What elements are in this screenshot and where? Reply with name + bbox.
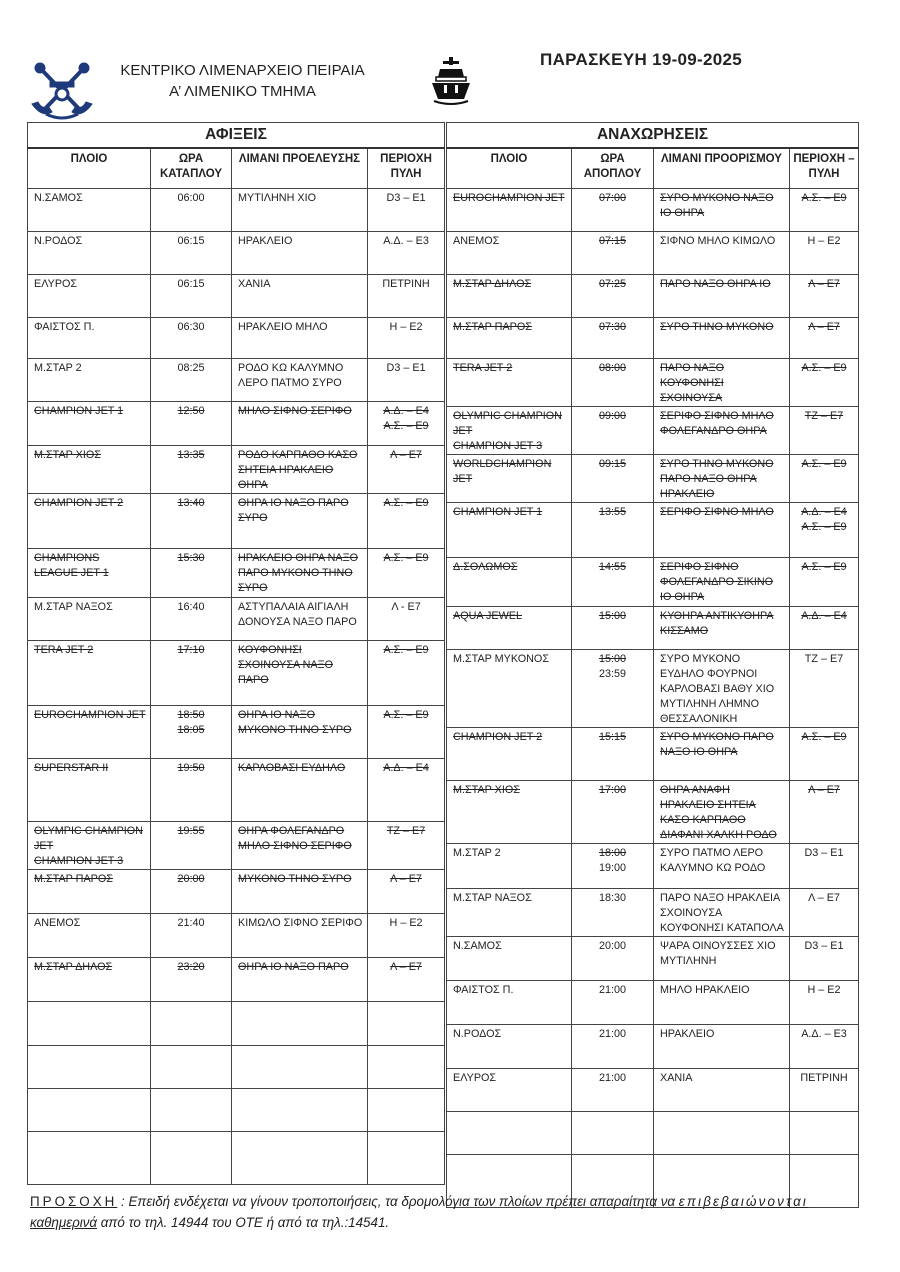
departure-cell-time: 14:55 [572,558,654,607]
schedule-tables [27,122,858,1177]
arrival-cell-gate: Λ - Ε7 [368,598,445,641]
arrival-cell-time: 15:30 [151,549,232,598]
departure-cell-ship: CHAMPION JET 2 [447,728,572,781]
arrival-cell-time: 16:40 [151,598,232,641]
departure-row [447,189,859,232]
departure-row [447,1069,859,1112]
departure-row [447,232,859,275]
arrival-cell-ship: CHAMPION JET 1 [28,402,151,446]
departure-cell-ship: Ν.ΣΑΜΟΣ [447,937,572,981]
departure-row [447,728,859,781]
cell-line: 23:59 [598,668,627,680]
arrival-row [28,870,445,914]
arrival-cell-port: ΡΟΔΟ ΚΑΡΠΑΘΟ ΚΑΣΟ ΣΗΤΕΙΑ ΗΡΑΚΛΕΙΟ ΘΗΡΑ [232,446,368,494]
office-line-2: Α’ ΛΙΜΕΝΙΚΟ ΤΜΗΜΑ [169,83,316,100]
arrivals-rows [28,189,445,1185]
arrival-cell-time: 06:15 [151,275,232,318]
departure-cell-gate: Η – Ε2 [790,232,859,275]
departure-cell-gate: Λ – Ε7 [790,275,859,318]
arrival-row [28,232,445,275]
departure-row [447,455,859,503]
arrival-cell-port: ΚΙΜΩΛΟ ΣΙΦΝΟ ΣΕΡΙΦΟ [232,914,368,958]
departure-cell-port: ΣΥΡΟ ΤΗΝΟ ΜΥΚΟΝΟ [654,318,790,359]
departures-col-ship: ΠΛΟΙΟ [447,148,572,189]
departure-cell-ship: Δ.ΣΟΛΩΜΟΣ [447,558,572,607]
departure-cell-time: 21:00 [572,1069,654,1112]
arrival-cell-gate [368,402,445,446]
departure-cell-port: ΘΗΡΑ ΑΝΑΦΗ ΗΡΑΚΛΕΙΟ ΣΗΤΕΙΑ ΚΑΣΟ ΚΑΡΠΑΘΟ ΔΙΑΦΑΝΙ ΧΑΛΚΗ ΡΟΔΟ [654,781,790,844]
arrival-row [28,275,445,318]
arrival-cell-ship: ΕΛΥΡΟΣ [28,275,151,318]
departure-cell-time [572,844,654,889]
departure-cell-ship: Μ.ΣΤΑΡ ΔΗΛΟΣ [447,275,572,318]
departure-cell-ship: Μ.ΣΤΑΡ 2 [447,844,572,889]
departure-cell-time: 18:30 [572,889,654,937]
arrival-cell-gate: Λ – Ε7 [368,870,445,914]
departure-cell-time: 08:00 [572,359,654,407]
arrival-cell-port: ΘΗΡΑ ΙΟ ΝΑΞΟ ΜΥΚΟΝΟ ΤΗΝΟ ΣΥΡΟ [232,706,368,759]
cell-line: Α.Σ. – Ε9 [383,420,429,432]
arrival-cell-port: ΘΗΡΑ ΙΟ ΝΑΞΟ ΠΑΡΟ [232,958,368,1002]
arrival-cell-port: ΜΗΛΟ ΣΙΦΝΟ ΣΕΡΙΦΟ [232,402,368,446]
departure-cell-gate: Α.Σ. – Ε9 [790,359,859,407]
departure-cell-gate: Α.Σ. – Ε9 [790,189,859,232]
coast-guard-anchor-emblem-icon [30,60,94,120]
departure-cell-time: 07:15 [572,232,654,275]
arrival-cell-ship [28,1132,151,1185]
departure-cell-gate [790,503,859,558]
cell-line: Α.Δ. – Ε4 [383,405,429,417]
arrival-cell-time: 13:35 [151,446,232,494]
arrival-cell-ship [28,1002,151,1046]
arrival-cell-ship: ΑΝΕΜΟΣ [28,914,151,958]
departure-cell-gate: Α.Σ. – Ε9 [790,558,859,607]
departure-cell-gate: D3 – E1 [790,937,859,981]
departure-cell-gate: Α.Σ. – Ε9 [790,728,859,781]
notice-text: : Επειδή ενδέχεται να γίνουν τροποποιήσεις, τα δρομολόγια των πλοίων πρέπει απαραίτητα να [117,1194,679,1209]
departure-cell-ship: Μ.ΣΤΑΡ ΠΑΡΟΣ [447,318,572,359]
departure-cell-ship [447,407,572,455]
departures-col-gate: ΠΕΡΙΟΧΗ – ΠΥΛΗ [790,148,859,189]
departure-cell-ship: ΕΛΥΡΟΣ [447,1069,572,1112]
arrival-cell-port: ΘΗΡΑ ΙΟ ΝΑΞΟ ΠΑΡΟ ΣΥΡΟ [232,494,368,549]
cell-line: CHAMPION JET 3 [34,855,124,867]
departure-cell-gate: Α.Δ. – Ε3 [790,1025,859,1069]
arrival-cell-ship: CHAMPIONS LEAGUE JET 1 [28,549,151,598]
departure-cell-port: ΣΕΡΙΦΟ ΣΙΦΝΟ ΦΟΛΕΓΑΝΔΡΟ ΣΙΚΙΝΟ ΙΟ ΘΗΡΑ [654,558,790,607]
departure-cell-gate [790,1112,859,1155]
arrivals-col-time: ΩΡΑ ΚΑΤΑΠΛΟΥ [151,148,232,189]
arrival-cell-ship: Ν.ΡΟΔΟΣ [28,232,151,275]
arrival-cell-port: ΗΡΑΚΛΕΙΟ [232,232,368,275]
departure-cell-port: ΣΥΡΟ ΜΥΚΟΝΟ ΕΥΔΗΛΟ ΦΟΥΡΝΟΙ ΚΑΡΛΟΒΑΣΙ ΒΑΘΥ ΧΙΟ ΜΥΤΙΛΗΝΗ ΛΗΜΝΟ ΘΕΣΣΑΛΟΝΙΚΗ [654,650,790,728]
arrival-cell-time: 19:50 [151,759,232,822]
departure-cell-gate: ΤΖ – Ε7 [790,650,859,728]
departures-rows [447,189,859,1208]
departure-cell-port: ΚΥΘΗΡΑ ΑΝΤΙΚΥΘΗΡΑ ΚΙΣΣΑΜΟ [654,607,790,650]
arrival-cell-gate: D3 – E1 [368,359,445,402]
departure-cell-gate: Η – Ε2 [790,981,859,1025]
cell-line: 15:00 [598,653,627,665]
departure-cell-gate: Α.Σ. – Ε9 [790,455,859,503]
arrival-row [28,359,445,402]
departures-col-time: ΩΡΑ ΑΠΟΠΛΟΥ [572,148,654,189]
arrival-cell-time: 08:25 [151,359,232,402]
arrival-cell-gate [368,1132,445,1185]
arrival-cell-time [151,1132,232,1185]
arrival-row [28,641,445,706]
arrival-row [28,914,445,958]
arrival-cell-gate: Α.Δ. – Ε3 [368,232,445,275]
departure-row [447,844,859,889]
arrival-cell-port [232,1046,368,1089]
departure-cell-ship: AQUA JEWEL [447,607,572,650]
cell-line: Α.Σ. – Ε9 [801,521,847,533]
departure-cell-time: 09:00 [572,407,654,455]
departures-table [446,122,859,1208]
cell-line: 18:00 [598,847,627,859]
departure-cell-port: ΨΑΡΑ ΟΙΝΟΥΣΣΕΣ ΧΙΟ ΜΥΤΙΛΗΝΗ [654,937,790,981]
departure-cell-port: ΧΑΝΙΑ [654,1069,790,1112]
departure-row [447,1112,859,1155]
departure-row [447,981,859,1025]
notice-emphasis: επιβεβαιώνονται [678,1194,809,1209]
arrival-cell-port: ΑΣΤΥΠΑΛΑΙΑ ΑΙΓΙΑΛΗ ΔΟΝΟΥΣΑ ΝΑΞΟ ΠΑΡΟ [232,598,368,641]
departure-row [447,275,859,318]
cell-line: CHAMPION JET 3 [453,440,543,452]
departure-cell-ship [447,1112,572,1155]
departure-cell-port: ΣΥΡΟ ΜΥΚΟΝΟ ΝΑΞΟ ΙΟ ΘΗΡΑ [654,189,790,232]
departure-cell-ship: Μ.ΣΤΑΡ ΝΑΞΟΣ [447,889,572,937]
departure-cell-port: ΗΡΑΚΛΕΙΟ [654,1025,790,1069]
departure-cell-port: ΣΥΡΟ ΠΑΤΜΟ ΛΕΡΟ ΚΑΛΥΜΝΟ ΚΩ ΡΟΔΟ [654,844,790,889]
departure-row [447,937,859,981]
arrival-cell-ship: SUPERSTAR II [28,759,151,822]
arrival-cell-gate: Λ – Ε7 [368,446,445,494]
departure-cell-gate: D3 – E1 [790,844,859,889]
departure-cell-port: ΣΕΡΙΦΟ ΣΙΦΝΟ ΜΗΛΟ ΦΟΛΕΓΑΝΔΡΟ ΘΗΡΑ [654,407,790,455]
arrival-row [28,822,445,870]
cell-line: OLYMPIC CHAMPION JET [34,825,143,852]
departure-row [447,607,859,650]
departure-cell-port: ΣΥΡΟ ΤΗΝΟ ΜΥΚΟΝΟ ΠΑΡΟ ΝΑΞΟ ΘΗΡΑ ΗΡΑΚΛΕΙΟ [654,455,790,503]
arrival-cell-gate: ΠΕΤΡΙΝΗ [368,275,445,318]
arrival-cell-port: ΗΡΑΚΛΕΙΟ ΜΗΛΟ [232,318,368,359]
arrival-cell-port: ΚΟΥΦΟΝΗΣΙ ΣΧΟΙΝΟΥΣΑ ΝΑΞΟ ΠΑΡΟ [232,641,368,706]
arrival-cell-gate [368,1089,445,1132]
arrival-cell-port [232,1002,368,1046]
departure-row [447,407,859,455]
arrival-cell-gate: Α.Σ. – Ε9 [368,706,445,759]
arrival-row [28,549,445,598]
departure-cell-time [572,1112,654,1155]
arrival-cell-gate: Λ – Ε7 [368,958,445,1002]
notice-daily: καθημερινά [30,1215,98,1230]
departure-cell-time: 07:30 [572,318,654,359]
cell-line: OLYMPIC CHAMPION JET [453,410,562,437]
arrival-row [28,759,445,822]
notice [30,1191,875,1233]
departure-cell-port: ΠΑΡΟ ΝΑΞΟ ΚΟΥΦΟΝΗΣΙ ΣΧΟΙΝΟΥΣΑ [654,359,790,407]
notice-prefix: ΠΡΟΣΟΧΗ [30,1194,118,1209]
arrival-cell-time: 06:00 [151,189,232,232]
departure-cell-time: 07:25 [572,275,654,318]
departure-cell-port [654,1112,790,1155]
departure-cell-time: 07:00 [572,189,654,232]
departure-cell-time [572,650,654,728]
arrival-row [28,1046,445,1089]
departures-title: ΑΝΑΧΩΡΗΣΕΙΣ [447,123,859,148]
departure-cell-ship: ΑΝΕΜΟΣ [447,232,572,275]
arrival-cell-port: ΜΥΤΙΛΗΝΗ ΧΙΟ [232,189,368,232]
arrival-cell-ship: Μ.ΣΤΑΡ ΠΑΡΟΣ [28,870,151,914]
departure-cell-time: 15:00 [572,607,654,650]
arrival-cell-gate: Α.Σ. – Ε9 [368,549,445,598]
arrival-cell-port: ΡΟΔΟ ΚΩ ΚΑΛΥΜΝΟ ΛΕΡΟ ΠΑΤΜΟ ΣΥΡΟ [232,359,368,402]
arrival-row [28,189,445,232]
cell-line: 18:05 [177,724,205,736]
cell-line: Α.Δ. – Ε4 [801,506,847,518]
arrivals-title: ΑΦΙΞΕΙΣ [28,123,445,148]
departure-row [447,1025,859,1069]
departure-cell-ship: Μ.ΣΤΑΡ ΜΥΚΟΝΟΣ [447,650,572,728]
departure-cell-ship: WORLDCHAMPION JET [447,455,572,503]
departure-row [447,889,859,937]
departure-cell-port: ΜΗΛΟ ΗΡΑΚΛΕΙΟ [654,981,790,1025]
arrival-cell-ship: Μ.ΣΤΑΡ 2 [28,359,151,402]
arrival-row [28,1002,445,1046]
arrival-row [28,706,445,759]
arrival-cell-time: 12:50 [151,402,232,446]
arrival-cell-port [232,1132,368,1185]
arrival-cell-time: 23:20 [151,958,232,1002]
departure-cell-port: ΠΑΡΟ ΝΑΞΟ ΗΡΑΚΛΕΙΑ ΣΧΟΙΝΟΥΣΑ ΚΟΥΦΟΝΗΣΙ ΚΑΤΑΠΟΛΑ [654,889,790,937]
departure-cell-time: 09:15 [572,455,654,503]
arrival-cell-port: ΧΑΝΙΑ [232,275,368,318]
departure-cell-ship: Ν.ΡΟΔΟΣ [447,1025,572,1069]
arrival-cell-port: ΜΥΚΟΝΟ ΤΗΝΟ ΣΥΡΟ [232,870,368,914]
arrival-cell-time [151,1089,232,1132]
arrivals-col-gate: ΠΕΡΙΟΧΗ ΠΥΛΗ [368,148,445,189]
departure-cell-gate: Λ – Ε7 [790,318,859,359]
arrivals-col-port: ΛΙΜΑΝΙ ΠΡΟΕΛΕΥΣΗΣ [232,148,368,189]
arrival-cell-gate: Α.Σ. – Ε9 [368,641,445,706]
arrival-cell-gate: Α.Δ. – Ε4 [368,759,445,822]
arrival-cell-time: 06:15 [151,232,232,275]
departures-col-port: ΛΙΜΑΝΙ ΠΡΟΟΡΙΣΜΟΥ [654,148,790,189]
arrival-cell-time: 13:40 [151,494,232,549]
arrival-cell-port: ΘΗΡΑ ΦΟΛΕΓΑΝΔΡΟ ΜΗΛΟ ΣΙΦΝΟ ΣΕΡΙΦΟ [232,822,368,870]
departure-cell-ship: ΦΑΙΣΤΟΣ Π. [447,981,572,1025]
arrival-cell-time [151,1046,232,1089]
arrival-cell-time: 20:00 [151,870,232,914]
departure-row [447,503,859,558]
arrivals-table [27,122,445,1185]
arrival-row [28,494,445,549]
arrival-cell-port: ΗΡΑΚΛΕΙΟ ΘΗΡΑ ΝΑΞΟ ΠΑΡΟ ΜΥΚΟΝΟ ΤΗΝΟ ΣΥΡΟ [232,549,368,598]
arrival-cell-time: 17:10 [151,641,232,706]
office-line-1: ΚΕΝΤΡΙΚΟ ΛΙΜΕΝΑΡΧΕΙΟ ΠΕΙΡΑΙΑ [120,62,365,79]
arrival-cell-ship: Μ.ΣΤΑΡ ΝΑΞΟΣ [28,598,151,641]
departure-cell-time: 13:55 [572,503,654,558]
departure-cell-time: 17:00 [572,781,654,844]
notice-suffix: από το τηλ. 14944 του ΟΤΕ ή από τα τηλ.:14541. [97,1215,390,1230]
arrival-row [28,446,445,494]
arrival-row [28,958,445,1002]
arrival-row [28,1132,445,1185]
arrival-cell-gate: Α.Σ. – Ε9 [368,494,445,549]
departure-cell-port: ΣΙΦΝΟ ΜΗΛΟ ΚΙΜΩΛΟ [654,232,790,275]
arrival-cell-gate: D3 – E1 [368,189,445,232]
arrival-cell-gate: Η – Ε2 [368,318,445,359]
cell-line: 19:00 [598,862,627,874]
departure-cell-gate: Λ – Ε7 [790,781,859,844]
arrival-cell-ship: CHAMPION JET 2 [28,494,151,549]
port-authority-office [100,60,385,102]
arrival-cell-ship: Ν.ΣΑΜΟΣ [28,189,151,232]
departure-cell-port: ΣΥΡΟ ΜΥΚΟΝΟ ΠΑΡΟ ΝΑΞΟ ΙΟ ΘΗΡΑ [654,728,790,781]
departure-cell-gate: Λ – Ε7 [790,889,859,937]
arrival-cell-ship [28,1046,151,1089]
departure-row [447,558,859,607]
schedule-date: ΠΑΡΑΣΚΕΥΗ 19-09-2025 [540,50,743,69]
arrival-cell-ship: Μ.ΣΤΑΡ ΔΗΛΟΣ [28,958,151,1002]
arrival-cell-time [151,706,232,759]
departure-cell-ship: Μ.ΣΤΑΡ ΧΙΟΣ [447,781,572,844]
arrival-cell-time: 06:30 [151,318,232,359]
arrival-cell-time [151,1002,232,1046]
departure-cell-port: ΠΑΡΟ ΝΑΞΟ ΘΗΡΑ ΙΟ [654,275,790,318]
arrival-cell-ship [28,1089,151,1132]
departure-row [447,359,859,407]
arrival-cell-ship: TERA JET 2 [28,641,151,706]
arrival-cell-ship: EUROCHAMPION JET [28,706,151,759]
departure-cell-ship: EUROCHAMPION JET [447,189,572,232]
departure-cell-gate: ΠΕΤΡΙΝΗ [790,1069,859,1112]
arrival-cell-gate: Η – Ε2 [368,914,445,958]
departure-cell-time: 21:00 [572,981,654,1025]
departure-cell-gate: Α.Δ. – Ε4 [790,607,859,650]
arrival-cell-port [232,1089,368,1132]
cell-line: 18:50 [177,709,205,721]
departure-cell-ship: TERA JET 2 [447,359,572,407]
arrival-cell-ship: ΦΑΙΣΤΟΣ Π. [28,318,151,359]
arrival-cell-time: 19:55 [151,822,232,870]
arrival-cell-port: ΚΑΡΛΟΒΑΣΙ ΕΥΔΗΛΟ [232,759,368,822]
arrivals-col-ship: ΠΛΟΙΟ [28,148,151,189]
ship-emblem-icon [430,55,472,107]
departure-cell-gate: ΤΖ – Ε7 [790,407,859,455]
departure-row [447,318,859,359]
departure-cell-ship: CHAMPION JET 1 [447,503,572,558]
arrival-row [28,402,445,446]
departure-cell-port: ΣΕΡΙΦΟ ΣΙΦΝΟ ΜΗΛΟ [654,503,790,558]
arrival-cell-ship: Μ.ΣΤΑΡ ΧΙΟΣ [28,446,151,494]
arrival-cell-ship [28,822,151,870]
arrival-cell-time: 21:40 [151,914,232,958]
departure-cell-time: 15:15 [572,728,654,781]
arrival-cell-gate [368,1002,445,1046]
arrival-row [28,598,445,641]
arrival-row [28,1089,445,1132]
arrival-cell-gate [368,1046,445,1089]
arrival-cell-gate: ΤΖ – Ε7 [368,822,445,870]
arrival-row [28,318,445,359]
departure-row [447,781,859,844]
departure-cell-time: 20:00 [572,937,654,981]
departure-row [447,650,859,728]
departure-cell-time: 21:00 [572,1025,654,1069]
